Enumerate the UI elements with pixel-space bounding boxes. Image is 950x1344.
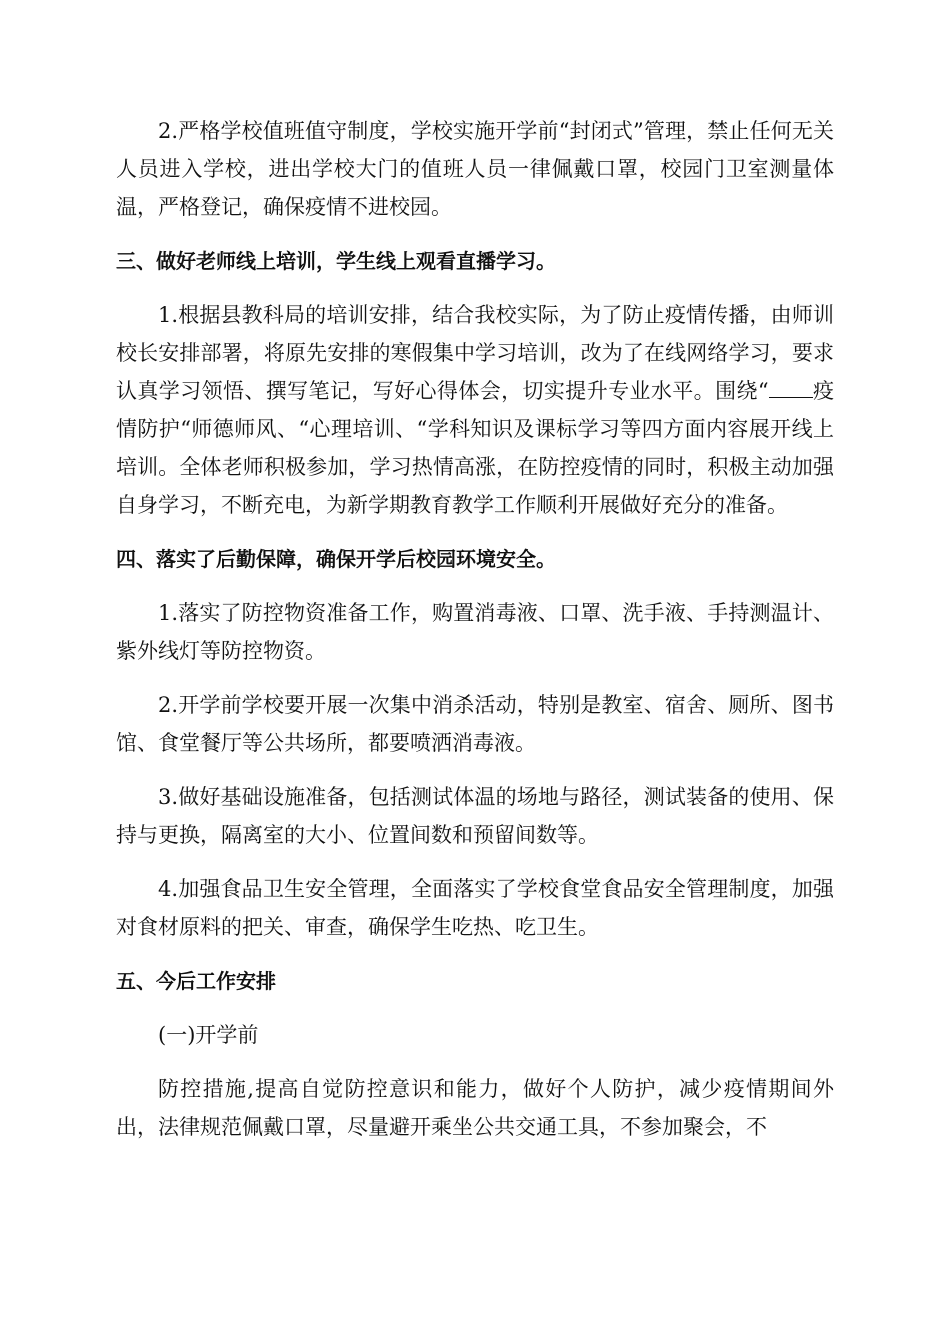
paragraph-facilities: 3.做好基础设施准备，包括测试体温的场地与路径，测试装备的使用、保持与更换，隔离室的大小、位置间数和预留间数等。	[116, 785, 834, 847]
document-page	[116, 112, 834, 1162]
paragraph-food-safety: 4.加强食品卫生安全管理，全面落实了学校食堂食品安全管理制度，加强对食材原料的把关、审查，确保学生吃热、吃卫生。	[116, 877, 834, 939]
paragraph-online-training-part1: 1.根据县教科局的培训安排，结合我校实际，为了防止疫情传播，由师训校长安排部署，将原先安排的寒假集中学习培训，改为了在线网络学习，要求认真学习领悟、撰写笔记，写好心得体会，切实提升专业水平。围绕“	[116, 303, 834, 403]
paragraph-online-training	[116, 296, 834, 524]
paragraph-duty-system: 2.严格学校值班值守制度，学校实施开学前“封闭式”管理，禁止任何无关人员进入学校，进出学校大门的值班人员一律佩戴口罩，校园门卫室测量体温，严格登记，确保疫情不进校园。	[116, 119, 834, 219]
paragraph-disinfection: 2.开学前学校要开展一次集中消杀活动，特别是教室、宿舍、厕所、图书馆、食堂餐厅等公共场所，都要喷洒消毒液。	[116, 693, 834, 755]
fill-in-blank	[769, 379, 813, 398]
paragraph-online-training-part2: 疫情防护“师德师风、“心理培训、“学科知识及课标学习等四方面内容展开线上培训。全体老师积极参加，学习热情高涨，在防控疫情的同时，积极主动加强自身学习，不断充电，为新学期教育教学工作顺利开展做好充分的准备。	[116, 379, 835, 517]
paragraph-prevention-measures: 防控措施,提高自觉防控意识和能力，做好个人防护，减少疫情期间外出，法律规范佩戴口罩，尽量避开乘坐公共交通工具，不参加聚会，不	[116, 1077, 834, 1139]
subheading-before-school: (一)开学前	[158, 1023, 259, 1047]
heading-section-four: 四、落实了后勤保障，确保开学后校园环境安全。	[116, 547, 556, 571]
paragraph-supplies: 1.落实了防控物资准备工作，购置消毒液、口罩、洗手液、手持测温计、紫外线灯等防控物资。	[116, 601, 834, 663]
heading-section-five: 五、今后工作安排	[116, 969, 276, 993]
heading-section-three: 三、做好老师线上培训，学生线上观看直播学习。	[116, 249, 556, 273]
